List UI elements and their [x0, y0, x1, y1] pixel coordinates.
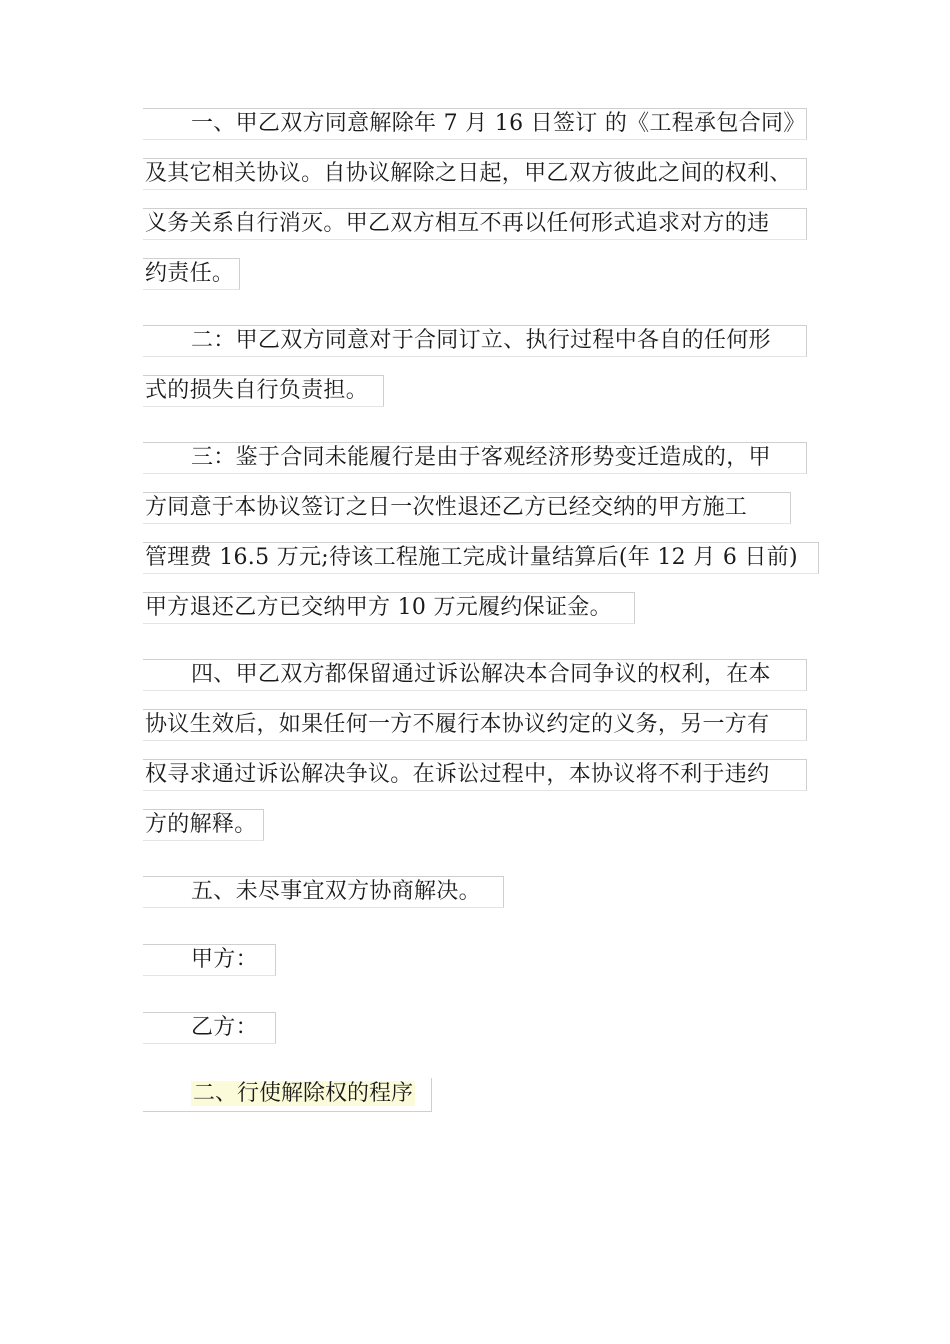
text-line: 四、甲乙双方都保留通过诉讼解决本合同争议的权利，在本: [143, 659, 807, 691]
section-heading-text: 二、行使解除权的程序: [193, 1081, 414, 1106]
text-line: 管理费 16.5 万元;待该工程施工完成计量结算后(年 12 月 6 日前): [143, 542, 819, 574]
clause-2: [143, 325, 807, 425]
text-line: 约责任。: [143, 258, 240, 290]
text-line: 三：鉴于合同未能履行是由于客观经济形势变迁造成的，甲: [143, 442, 807, 474]
party-b-label: [143, 1012, 276, 1062]
text-line: 乙方：: [143, 1012, 276, 1044]
text-line: 甲方退还乙方已交纳甲方 10 万元履约保证金。: [143, 592, 635, 624]
text-line: 方同意于本协议签订之日一次性退还乙方已经交纳的甲方施工: [143, 492, 791, 524]
text-line: 甲方：: [143, 944, 276, 976]
party-a-label: [143, 944, 276, 994]
text-line: 及其它相关协议。自协议解除之日起，甲乙双方彼此之间的权利、: [143, 158, 807, 190]
text-line: 方的解释。: [143, 809, 264, 841]
text-line: 一、甲乙双方同意解除年 7 月 16 日签订 的《工程承包合同》: [143, 108, 807, 140]
clause-1: [143, 108, 807, 308]
section-heading: [143, 1078, 432, 1112]
text-line: 协议生效后，如果任何一方不履行本协议约定的义务，另一方有: [143, 709, 807, 741]
text-line: 义务关系自行消灭。甲乙双方相互不再以任何形式追求对方的违: [143, 208, 807, 240]
text-line: 权寻求通过诉讼解决争议。在诉讼过程中，本协议将不利于违约: [143, 759, 807, 791]
text-line: 式的损失自行负责担。: [143, 375, 384, 407]
clause-4: [143, 659, 807, 859]
clause-3: [143, 442, 819, 642]
text-line: 五、未尽事宜双方协商解决。: [143, 876, 504, 908]
clause-5: [143, 876, 504, 926]
text-line: 二：甲乙双方同意对于合同订立、执行过程中各自的任何形: [143, 325, 807, 357]
